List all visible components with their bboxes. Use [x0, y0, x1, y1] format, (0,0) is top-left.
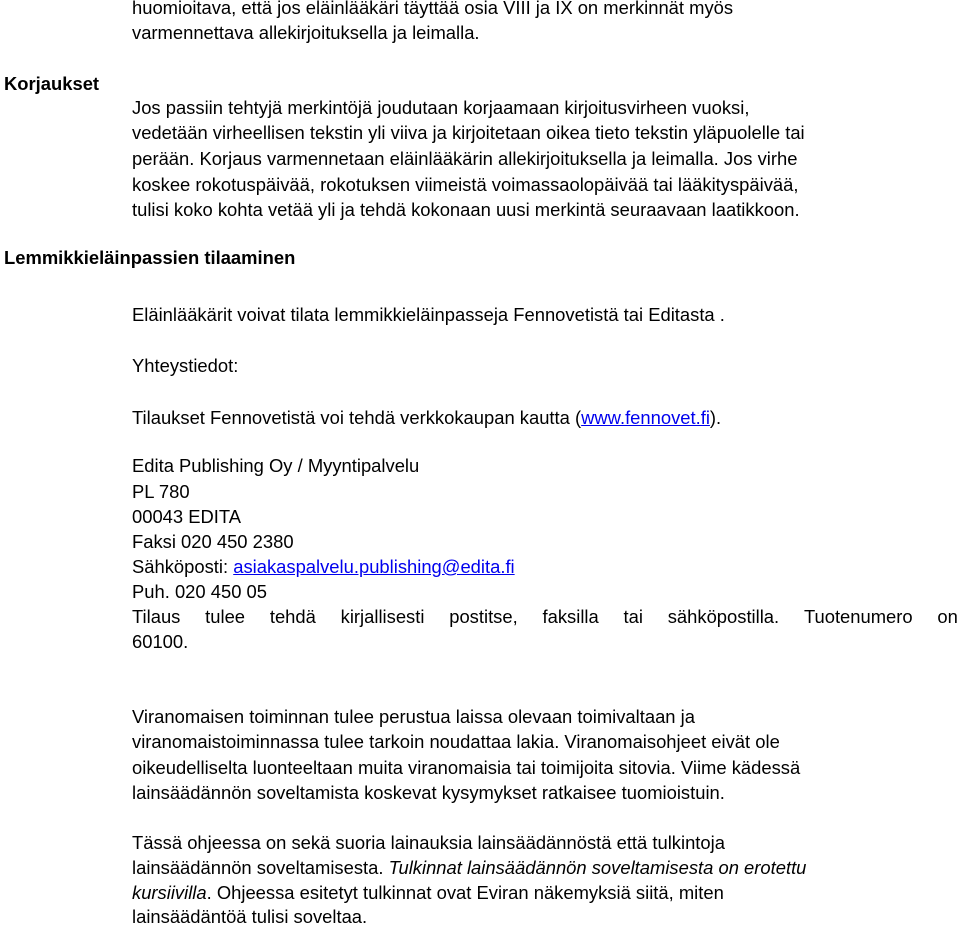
- tilaaminen-heading: Lemmikkieläinpassien tilaaminen: [4, 247, 296, 268]
- contact-label: Yhteystiedot:: [132, 355, 239, 376]
- order-word: tehdä: [269, 606, 316, 627]
- order-word: Tuotenumero: [803, 606, 913, 627]
- viranomainen-line-3: oikeudelliselta luonteeltaan muita viranomaisia tai toimijoita sitovia. Viime kädessä: [132, 757, 801, 778]
- order-word: faksilla: [542, 606, 599, 627]
- edita-fax: Faksi 020 450 2380: [132, 531, 294, 552]
- korjaukset-line-1: Jos passiin tehtyjä merkintöjä joudutaan korjaamaan kirjoitusvirheen vuoksi,: [132, 97, 750, 118]
- fennovet-link[interactable]: www.fennovet.fi: [581, 407, 710, 428]
- ohje-text: . Ohjeessa esitetyt tulkinnat ovat Eviran näkemyksiä siitä, miten: [206, 882, 724, 903]
- fennovet-line: [132, 407, 721, 429]
- order-word: sähköpostilla.: [667, 606, 780, 627]
- ohje-text: lainsäädännön soveltamisesta.: [132, 857, 389, 878]
- order-word: Tilaus: [132, 606, 181, 627]
- edita-po-box: PL 780: [132, 481, 190, 502]
- order-word: kirjallisesti: [340, 606, 425, 627]
- korjaukset-line-3: perään. Korjaus varmennetaan eläinlääkärin allekirjoituksella ja leimalla. Jos virhe: [132, 148, 798, 169]
- intro-line-1: huomioitava, että jos eläinlääkäri täyttää osia VIII ja IX on merkinnät myös: [132, 0, 734, 18]
- edita-name: Edita Publishing Oy / Myyntipalvelu: [132, 455, 420, 476]
- intro-line-2: varmennettava allekirjoituksella ja leimalla.: [132, 22, 480, 43]
- fennovet-text-end: ).: [709, 407, 722, 428]
- korjaukset-line-4: koskee rokotuspäivää, rokotuksen viimeistä voimassaolopäivää tai lääkityspäivää,: [132, 174, 799, 195]
- viranomainen-line-2: viranomaistoiminnassa tulee tarkoin noudattaa lakia. Viranomaisohjeet eivät ole: [132, 731, 780, 752]
- ohje-italic-text: Tulkinnat lainsäädännön soveltamisesta on erotettu: [388, 857, 807, 878]
- order-instructions-line-1: [132, 606, 958, 628]
- viranomainen-line-4: lainsäädännön soveltamista koskevat kysymykset ratkaisee tuomioistuin.: [132, 782, 725, 803]
- order-instructions-line-2: 60100.: [132, 631, 189, 652]
- fennovet-text: Tilaukset Fennovetistä voi tehdä verkkokaupan kautta (: [132, 407, 582, 428]
- ohje-italic-text: kursiivilla: [132, 882, 207, 903]
- viranomainen-line-1: Viranomaisen toiminnan tulee perustua laissa olevaan toimivaltaan ja: [132, 706, 695, 727]
- korjaukset-heading: Korjaukset: [4, 73, 100, 94]
- edita-postal-code: 00043 EDITA: [132, 506, 242, 527]
- ohje-line-1: Tässä ohjeessa on sekä suoria lainauksia lainsäädännöstä että tulkintoja: [132, 832, 725, 853]
- tilaaminen-paragraph: Eläinlääkärit voivat tilata lemmikkieläinpasseja Fennovetistä tai Editasta .: [132, 304, 725, 325]
- order-word: on: [937, 606, 958, 627]
- order-word: tai: [623, 606, 643, 627]
- ohje-line-2: [132, 857, 806, 879]
- order-word: tulee: [205, 606, 246, 627]
- email-link[interactable]: asiakaspalvelu.publishing@edita.fi: [233, 556, 515, 577]
- korjaukset-line-2: vedetään virheellisen tekstin yli viiva ja kirjoitetaan oikea tieto tekstin yläpuolelle tai: [132, 122, 805, 143]
- edita-phone: Puh. 020 450 05: [132, 581, 267, 602]
- korjaukset-line-5: tulisi koko kohta vetää yli ja tehdä kokonaan uusi merkintä seuraavaan laatikkoon.: [132, 199, 800, 220]
- ohje-line-4: lainsäädäntöä tulisi soveltaa.: [132, 906, 368, 927]
- order-word: postitse,: [449, 606, 518, 627]
- email-line: [132, 556, 515, 578]
- ohje-line-3: [132, 882, 724, 904]
- email-label: Sähköposti:: [132, 556, 234, 577]
